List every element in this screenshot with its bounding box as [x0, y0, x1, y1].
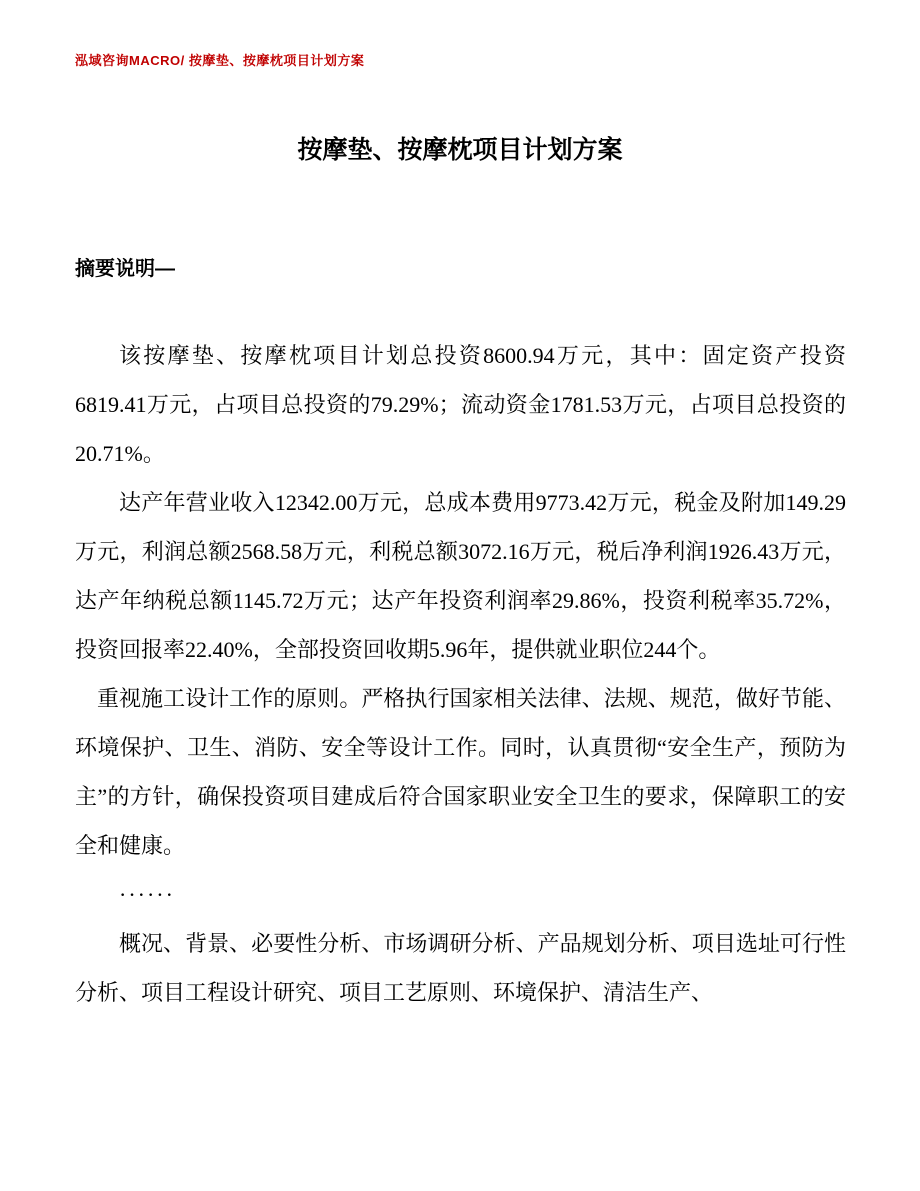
paragraph-design-principles: 重视施工设计工作的原则。严格执行国家相关法律、法规、规范，做好节能、环境保护、卫生、消防、安全等设计工作。同时，认真贯彻“安全生产，预防为主”的方针，确保投资项目建成后符合国家职业安全卫生的要求，保障职工的安全和健康。 [75, 686, 846, 858]
ellipsis-line: ······ [119, 882, 175, 907]
section-heading-summary: 摘要说明— [75, 258, 175, 280]
paragraph-investment-summary: 该按摩垫、按摩枕项目计划总投资8600.94万元，其中：固定资产投资6819.41万元，占项目总投资的79.29%；流动资金1781.53万元，占项目总投资的20.71%。 [75, 343, 846, 466]
document-header: 泓域咨询MACRO/ 按摩垫、按摩枕项目计划方案 [75, 53, 365, 68]
paragraph-report-contents: 概况、背景、必要性分析、市场调研分析、产品规划分析、项目选址可行性分析、项目工程设计研究、项目工艺原则、环境保护、清洁生产、 [75, 931, 846, 1005]
paragraph-financial-indicators: 达产年营业收入12342.00万元，总成本费用9773.42万元，税金及附加149.29万元，利润总额2568.58万元，利税总额3072.16万元，税后净利润1926.43万元，达产年纳税总额1145.72万元；达产年投资利润率29.86%，投资利税率35.72%，投资回报率22.40%，全部投资回收期5.96年，提供就业职位244个。 [75, 490, 846, 662]
document-body [75, 331, 846, 1017]
document-title: 按摩垫、按摩枕项目计划方案 [297, 136, 623, 164]
